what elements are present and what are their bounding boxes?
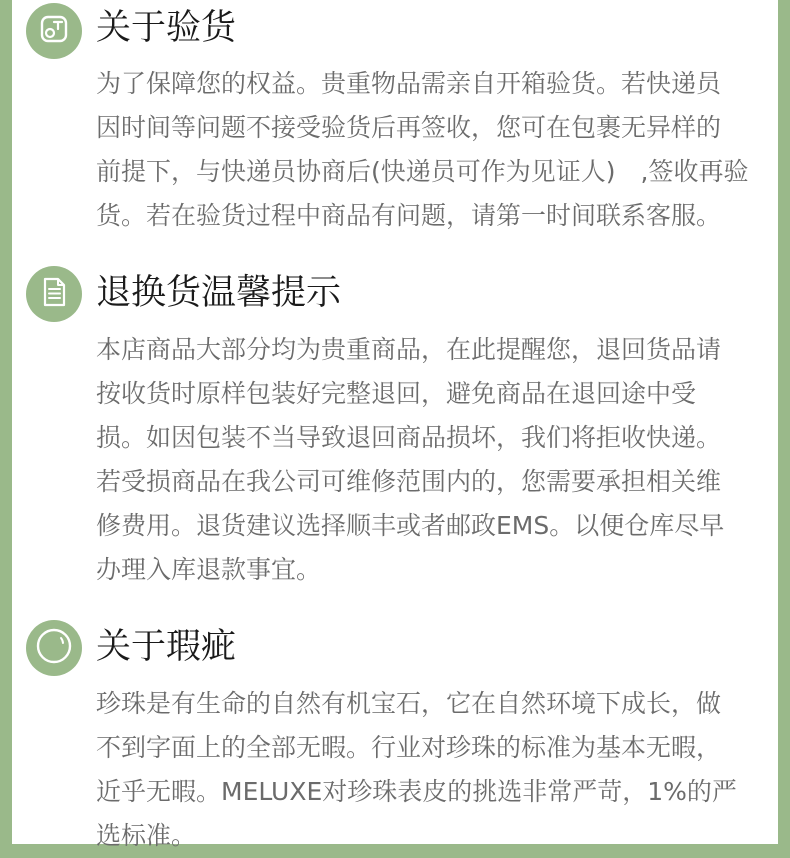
document-icon (37, 275, 71, 313)
content-panel (12, 0, 778, 850)
text-line: 本店商品大部分均为贵重商品，在此提醒您，退回货品请 (96, 335, 722, 364)
pearl-icon (34, 626, 74, 670)
section-title: 退换货温馨提示 (96, 273, 342, 313)
section-body (96, 62, 762, 238)
returns-icon-badge (26, 266, 82, 322)
text-line: 选标准。 (96, 821, 197, 850)
text-line: 前提下，与快递员协商后(快递员可作为见证人) ,签收再验 (96, 157, 749, 186)
package-check-icon (37, 12, 71, 50)
text-line: 为了保障您的权益。贵重物品需亲自开箱验货。若快递员 (96, 69, 722, 98)
section-title: 关于验货 (96, 8, 237, 48)
section-title: 关于瑕疵 (96, 627, 237, 667)
flaws-icon-badge (26, 620, 82, 676)
text-line: 货。若在验货过程中商品有问题，请第一时间联系客服。 (96, 201, 722, 230)
text-line: 按收货时原样包装好完整退回，避免商品在退回途中受 (96, 379, 697, 408)
section-body (96, 328, 762, 592)
inspection-icon-badge (26, 3, 82, 59)
text-line: 办理入库退款事宜。 (96, 555, 322, 584)
text-line: 修费用。退货建议选择顺丰或者邮政EMS。以便仓库尽早 (96, 511, 725, 540)
text-line: 若受损商品在我公司可维修范围内的，您需要承担相关维 (96, 467, 722, 496)
section-body (96, 682, 762, 858)
text-line: 损。如因包装不当导致退回商品损坏，我们将拒收快递。 (96, 423, 722, 452)
text-line: 因时间等问题不接受验货后再签收，您可在包裹无异样的 (96, 113, 722, 142)
text-line: 不到字面上的全部无暇。行业对珍珠的标准为基本无暇， (96, 733, 722, 762)
text-line: 近乎无暇。MELUXE对珍珠表皮的挑选非常严苛，1%的严 (96, 777, 737, 806)
text-line: 珍珠是有生命的自然有机宝石，它在自然环境下成长，做 (96, 689, 722, 718)
